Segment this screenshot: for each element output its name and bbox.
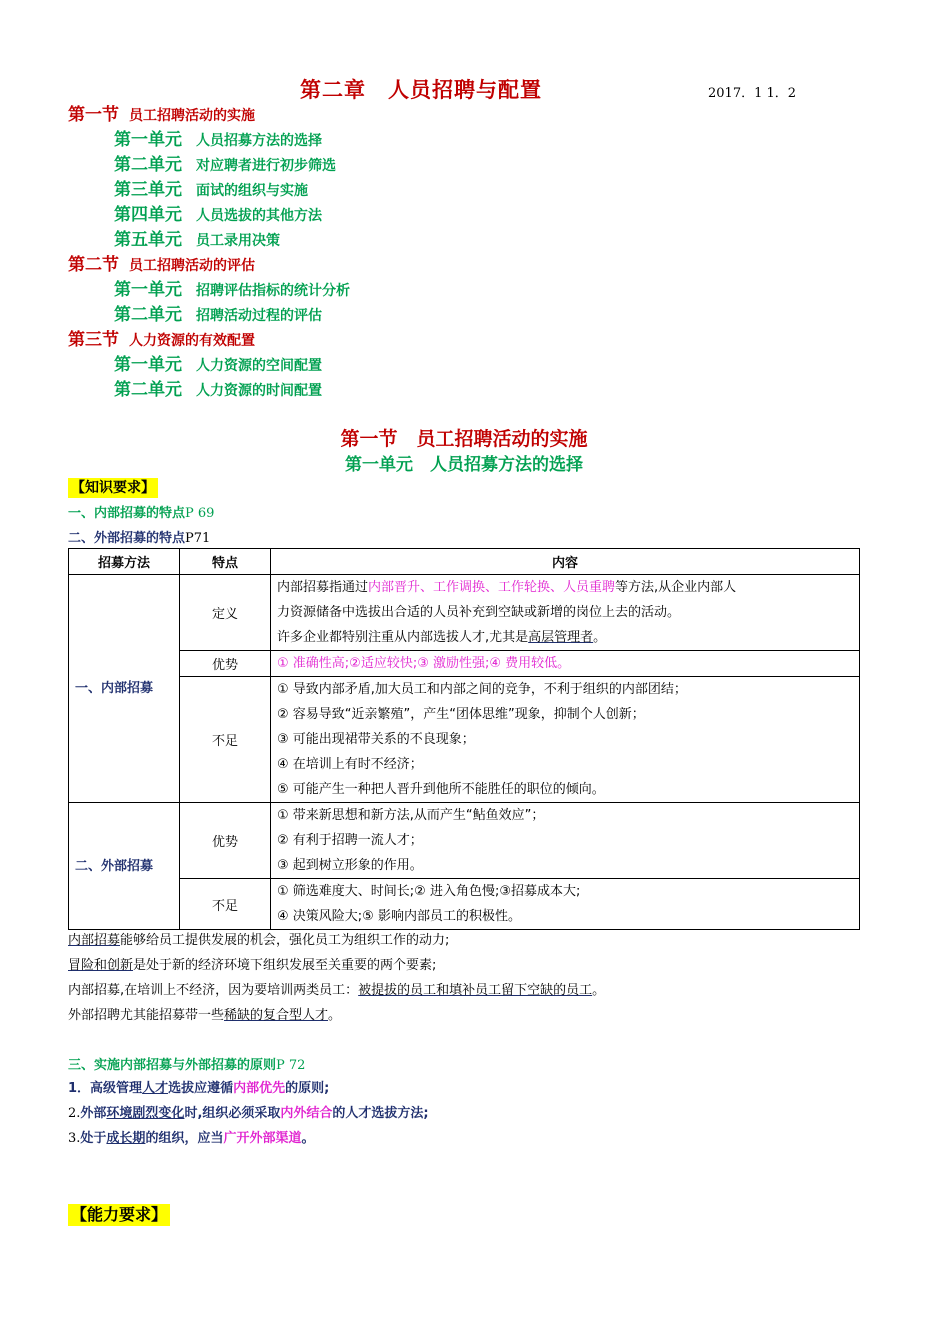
- toc-number: 第二单元: [114, 380, 182, 400]
- note-line: [68, 1003, 868, 1028]
- toc-unit: [68, 152, 668, 177]
- principle-item: [68, 1126, 868, 1151]
- toc-unit: [68, 352, 668, 377]
- toc-number: 第五单元: [114, 230, 182, 250]
- list-item: ② 容易导致“近亲繁殖”，产生“团体思维”现象，抑制个人创新；: [277, 707, 645, 722]
- principle-item: [68, 1101, 868, 1126]
- section-heading: 第一节 员工招聘活动的实施: [340, 428, 588, 450]
- list-item: ① 筛选难度大、时间长;② 进入角色慢;③招募成本大;: [277, 884, 581, 899]
- text-span: 能够给员工提供发展的机会，强化员工为组织工作的动力;: [120, 933, 450, 948]
- advantages-cell: [271, 803, 860, 879]
- highlight-text: 内部晋升、工作调换、工作轮换、人员重聘: [368, 580, 616, 595]
- text-span: 的原则;: [285, 1081, 330, 1096]
- feature-label: 不足: [180, 677, 271, 803]
- column-header: 内容: [271, 549, 860, 575]
- underlined-text: 人才: [142, 1081, 169, 1096]
- toc-number: 第一单元: [114, 355, 182, 375]
- definition-line: 力资源储备中选拔出合适的人员补充到空缺或新增的岗位上去的活动。: [277, 605, 681, 620]
- underlined-text: 被提拔的员工和填补员工留下空缺的员工: [358, 983, 593, 998]
- toc-text: 人力资源的空间配置: [196, 358, 322, 374]
- toc-unit: [68, 227, 668, 252]
- row-header-external: 二、外部招募: [69, 803, 180, 930]
- text-span: 是处于新的经济环境下组织发展至关重要的两个要素;: [133, 958, 437, 973]
- item-internal-features: [68, 502, 214, 521]
- text-span: 。: [592, 983, 606, 998]
- page-ref: P 72: [276, 1058, 306, 1073]
- unit-heading: 第一单元 人员招募方法的选择: [345, 455, 583, 475]
- highlight-text: 广开外部渠道: [223, 1131, 302, 1146]
- table-of-contents: [68, 102, 668, 402]
- list-item: ④ 决策风险大;⑤ 影响内部员工的积极性。: [277, 909, 521, 924]
- toc-text: 员工录用决策: [196, 233, 280, 249]
- disadvantages-cell: [271, 879, 860, 930]
- toc-unit: [68, 127, 668, 152]
- toc-number: 第二单元: [114, 305, 182, 325]
- item-text: 一、内部招募的特点: [68, 506, 186, 521]
- toc-text: 人员招募方法的选择: [196, 133, 322, 149]
- chapter-title: 第二章 人员招聘与配置: [300, 78, 542, 102]
- item-text: 三、实施内部招募与外部招募的原则: [68, 1058, 277, 1073]
- page-ref: P71: [185, 531, 211, 546]
- item-external-features: [68, 527, 210, 546]
- notes-block: [68, 928, 868, 1028]
- underlined-text: 环境剧烈变化: [106, 1106, 185, 1121]
- note-line: [68, 953, 868, 978]
- document-date: 2017．1 1．2: [708, 86, 797, 101]
- underlined-text: 冒险和创新: [68, 958, 134, 973]
- toc-text: 面试的组织与实施: [196, 183, 308, 199]
- toc-number: 第二单元: [114, 155, 182, 175]
- highlight-text: 内外结合: [280, 1106, 333, 1121]
- toc-unit: [68, 202, 668, 227]
- list-item: ③ 起到树立形象的作用。: [277, 858, 423, 873]
- feature-label: 优势: [180, 651, 271, 677]
- toc-number: 第三节: [68, 330, 119, 350]
- text-span: 时,组织必须采取: [184, 1106, 281, 1121]
- text-span: 内部招募,在培训上不经济，因为要培训两类员工：: [68, 983, 359, 998]
- text-span: 内部招募指通过: [277, 580, 369, 595]
- table-row: [69, 803, 860, 879]
- text-span: 的人才选拔方法;: [332, 1106, 429, 1121]
- text-span: 。: [301, 1131, 315, 1146]
- principle-item: [68, 1076, 868, 1101]
- note-line: [68, 928, 868, 953]
- advantages-cell: ① 准确性高;②适应较快;③ 激励性强;④ 费用较低。: [271, 651, 860, 677]
- item-number: 3.: [68, 1131, 81, 1146]
- toc-text: 人员选拔的其他方法: [196, 208, 322, 224]
- table-row: [69, 879, 860, 930]
- toc-text: 员工招聘活动的评估: [129, 258, 255, 274]
- item-principles: [68, 1054, 305, 1073]
- definition-line: [277, 575, 853, 600]
- toc-unit: [68, 277, 668, 302]
- recruitment-table: [68, 548, 860, 930]
- underlined-text: 稀缺的复合型人才: [224, 1008, 329, 1023]
- feature-label: 优势: [180, 803, 271, 879]
- table-row: [69, 575, 860, 651]
- text-span: 高级管理: [90, 1081, 143, 1096]
- toc-text: 人力资源的有效配置: [129, 333, 255, 349]
- toc-text: 对应聘者进行初步筛选: [196, 158, 336, 174]
- underlined-text: 内部招募: [68, 933, 121, 948]
- text-span: 选拔应遵循: [168, 1081, 234, 1096]
- toc-section: [68, 252, 668, 277]
- column-header: 招募方法: [69, 549, 180, 575]
- underlined-text: 成长期: [106, 1131, 146, 1146]
- toc-text: 员工招聘活动的实施: [129, 108, 255, 124]
- definition-cell: [271, 575, 860, 651]
- item-number: 2.: [68, 1106, 81, 1121]
- text-span: 的组织，应当: [145, 1131, 224, 1146]
- row-header-internal: 一、内部招募: [69, 575, 180, 803]
- item-number: 1．: [68, 1081, 91, 1096]
- knowledge-requirement-label: 【知识要求】: [68, 478, 158, 498]
- toc-number: 第四单元: [114, 205, 182, 225]
- text-span: 处于: [80, 1131, 107, 1146]
- toc-number: 第二节: [68, 255, 119, 275]
- toc-unit: [68, 302, 668, 327]
- text-span: 外部招聘尤其能招募带一些: [68, 1008, 225, 1023]
- table-header-row: [69, 549, 860, 575]
- column-header: 特点: [180, 549, 271, 575]
- ability-requirement-label: 【能力要求】: [68, 1204, 170, 1226]
- list-item: ① 导致内部矛盾,加大员工和内部之间的竞争，不利于组织的内部团结；: [277, 682, 687, 697]
- toc-number: 第一单元: [114, 130, 182, 150]
- text-span: 等方法,从企业内部人: [615, 580, 737, 595]
- feature-label: 定义: [180, 575, 271, 651]
- list-item: ⑤ 可能产生一种把人晋升到他所不能胜任的职位的倾向。: [277, 782, 605, 797]
- toc-section: [68, 102, 668, 127]
- text-span: 外部: [80, 1106, 107, 1121]
- toc-unit: [68, 177, 668, 202]
- toc-number: 第一节: [68, 105, 119, 125]
- toc-text: 人力资源的时间配置: [196, 383, 322, 399]
- list-item: ④ 在培训上有时不经济；: [277, 757, 423, 772]
- list-item: ③ 可能出现裙带关系的不良现象；: [277, 732, 475, 747]
- disadvantages-cell: [271, 677, 860, 803]
- toc-section: [68, 327, 668, 352]
- toc-text: 招聘评估指标的统计分析: [196, 283, 350, 299]
- toc-unit: [68, 377, 668, 402]
- text-span: 。: [328, 1008, 342, 1023]
- toc-number: 第一单元: [114, 280, 182, 300]
- list-item: ② 有利于招聘一流人才；: [277, 833, 423, 848]
- table-row: [69, 677, 860, 803]
- table-row: [69, 651, 860, 677]
- feature-label: 不足: [180, 879, 271, 930]
- highlight-text: 内部优先: [233, 1081, 286, 1096]
- toc-text: 招聘活动过程的评估: [196, 308, 322, 324]
- list-item: ① 带来新思想和新方法,从而产生“鲇鱼效应”；: [277, 808, 545, 823]
- principles-list: [68, 1076, 868, 1151]
- toc-number: 第三单元: [114, 180, 182, 200]
- note-line: [68, 978, 868, 1003]
- page-ref: P 69: [185, 506, 215, 521]
- item-text: 二、外部招募的特点: [68, 531, 186, 546]
- definition-line: [277, 625, 853, 650]
- underlined-text: 高层管理者: [528, 630, 594, 645]
- text-span: 许多企业都特别注重从内部选拔人才,尤其是: [277, 630, 529, 645]
- text-span: 。: [593, 630, 607, 645]
